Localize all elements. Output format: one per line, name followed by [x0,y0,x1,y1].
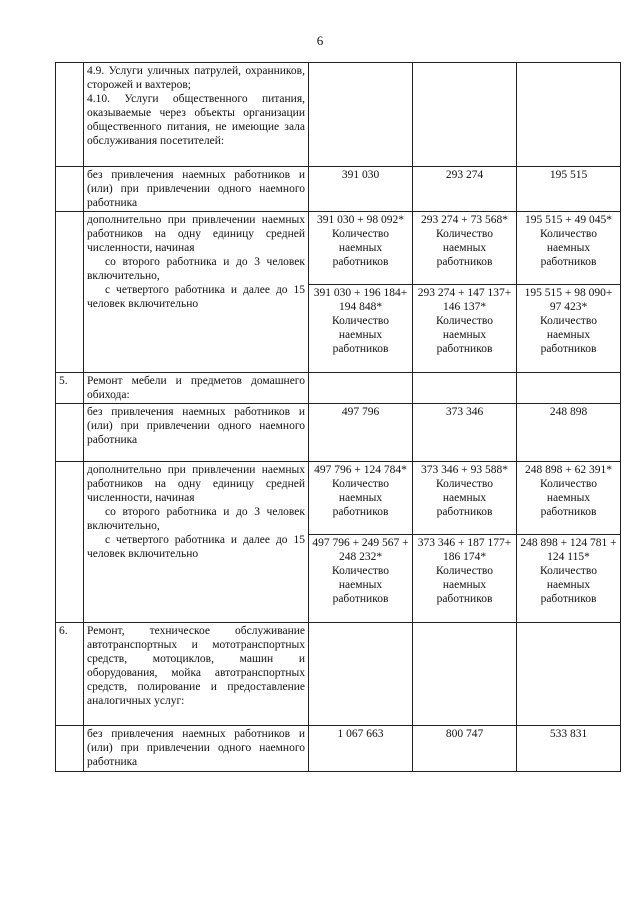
value-cell: 195 515 [517,167,621,212]
row-number-cell [56,726,84,772]
table-row [56,726,621,772]
additional-label [84,212,309,373]
value-cell [413,623,517,726]
additional-label [84,462,309,623]
row-number: 6. [56,623,84,726]
value-cell [413,63,517,167]
value-cell: 497 796 + 124 784* Количество наемных работников [309,462,413,535]
base-label: без привлечения наемных работников и (или) при привлечении одного наемного работника [84,726,309,772]
tariff-table [55,62,621,772]
value-cell: 248 898 [517,404,621,462]
service-description: Ремонт, техническое обслуживание автотранспортных и мототранспортных средств, мотоциклов, машин и оборудования, мойка автотранспортных средств, полирование и предоставление аналогичных услуг: [84,623,309,726]
table-row [56,462,621,535]
table-row [56,167,621,212]
value-cell: 391 030 + 196 184+ 194 848* Количество наемных работников [309,285,413,373]
value-cell: 373 346 + 187 177+ 186 174* Количество наемных работников [413,535,517,623]
table-row [56,623,621,726]
table-row [56,212,621,285]
row-number-cell [56,404,84,462]
service-4-9: 4.9. Услуги уличных патрулей, охранников, сторожей и вахтеров; [87,65,305,91]
value-cell: 293 274 + 147 137+ 146 137* Количество наемных работников [413,285,517,373]
service-4-10: 4.10. Услуги общественного питания, оказываемые через объекты организации общественного питания, не имеющие зала обслуживания посетителей: [87,93,305,147]
value-cell: 497 796 + 249 567 + 248 232* Количество наемных работников [309,535,413,623]
value-cell [413,373,517,404]
service-description: Ремонт мебели и предметов домашнего обихода: [84,373,309,404]
additional-label-tier-1: со второго работника и до 3 человек включительно, [87,506,305,532]
additional-label-tier-2: с четвертого работника и далее до 15 человек включительно [87,284,305,310]
value-cell: 293 274 + 73 568* Количество наемных работников [413,212,517,285]
table-row [56,404,621,462]
table-row [56,373,621,404]
value-cell: 497 796 [309,404,413,462]
value-cell: 248 898 + 62 391* Количество наемных работников [517,462,621,535]
value-cell [517,623,621,726]
row-number-cell [56,167,84,212]
page-number: 6 [316,33,324,48]
additional-label-intro: дополнительно при привлечении наемных работников на одну единицу средней численности, начиная [87,214,305,254]
value-cell: 373 346 [413,404,517,462]
value-cell: 293 274 [413,167,517,212]
row-number-cell [56,212,84,373]
service-description [84,63,309,167]
value-cell: 391 030 + 98 092* Количество наемных работников [309,212,413,285]
additional-label-tier-1: со второго работника и до 3 человек включительно, [87,256,305,282]
value-cell [309,373,413,404]
value-cell: 800 747 [413,726,517,772]
row-number: 5. [56,373,84,404]
base-label: без привлечения наемных работников и (или) при привлечении одного наемного работника [84,167,309,212]
row-number-cell [56,63,84,167]
table-row [56,63,621,167]
value-cell: 373 346 + 93 588* Количество наемных работников [413,462,517,535]
value-cell: 195 515 + 49 045* Количество наемных работников [517,212,621,285]
additional-label-tier-2: с четвертого работника и далее до 15 человек включительно [87,534,305,560]
value-cell: 391 030 [309,167,413,212]
value-cell: 195 515 + 98 090+ 97 423* Количество наемных работников [517,285,621,373]
value-cell: 533 831 [517,726,621,772]
value-cell [309,623,413,726]
base-label: без привлечения наемных работников и (или) при привлечении одного наемного работника [84,404,309,462]
row-number-cell [56,462,84,623]
value-cell: 1 067 663 [309,726,413,772]
value-cell: 248 898 + 124 781 + 124 115* Количество наемных работников [517,535,621,623]
value-cell [517,373,621,404]
value-cell [517,63,621,167]
value-cell [309,63,413,167]
additional-label-intro: дополнительно при привлечении наемных работников на одну единицу средней численности, начиная [87,464,305,504]
